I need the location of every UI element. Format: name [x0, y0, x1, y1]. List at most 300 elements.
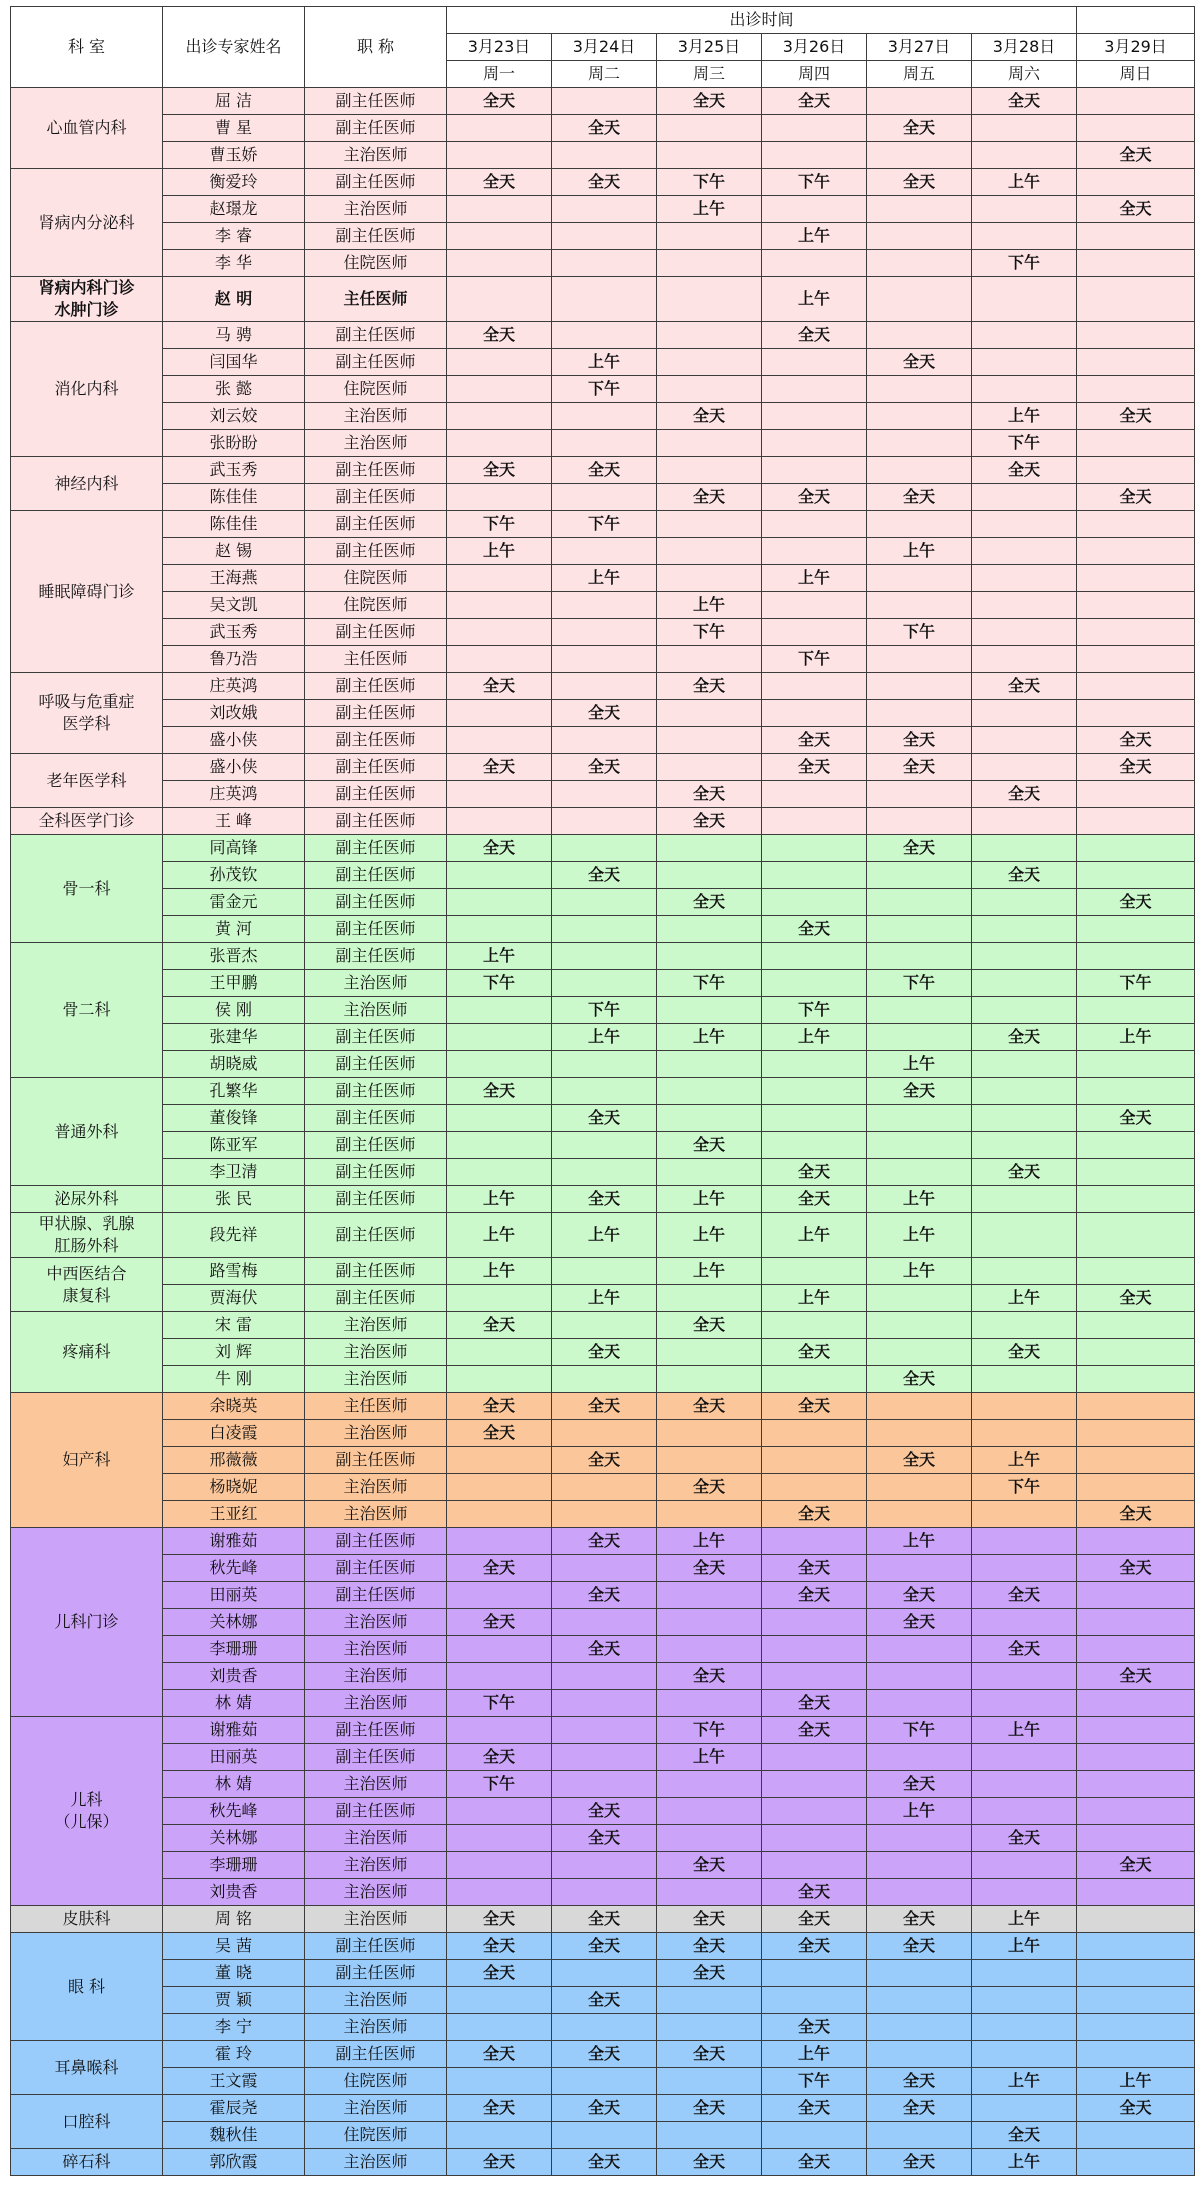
- table-row: [11, 970, 1195, 997]
- doctor-name-cell: 董 晓: [163, 1960, 305, 1987]
- doctor-name-cell: 贾海伏: [163, 1285, 305, 1312]
- schedule-slot-cell: 全天: [657, 808, 762, 835]
- doctor-title-cell: 主治医师: [305, 1609, 447, 1636]
- table-row: [11, 1501, 1195, 1528]
- schedule-slot-cell: [867, 1159, 972, 1186]
- schedule-slot-cell: 全天: [657, 1312, 762, 1339]
- schedule-slot-cell: [447, 619, 552, 646]
- schedule-slot-cell: [1077, 700, 1195, 727]
- schedule-slot-cell: 全天: [447, 1420, 552, 1447]
- doctor-title-cell: 主治医师: [305, 2014, 447, 2041]
- department-cell: 皮肤科: [11, 1906, 163, 1933]
- schedule-slot-cell: [762, 673, 867, 700]
- schedule-slot-cell: 全天: [657, 88, 762, 115]
- schedule-slot-cell: [447, 277, 552, 322]
- schedule-slot-cell: [867, 1132, 972, 1159]
- schedule-slot-cell: [1077, 646, 1195, 673]
- doctor-title-cell: 副主任医师: [305, 457, 447, 484]
- table-row: [11, 2041, 1195, 2068]
- schedule-slot-cell: [972, 196, 1077, 223]
- schedule-slot-cell: 上午: [972, 403, 1077, 430]
- schedule-slot-cell: 上午: [657, 1213, 762, 1258]
- schedule-slot-cell: 下午: [657, 1717, 762, 1744]
- doctor-title-cell: 副主任医师: [305, 808, 447, 835]
- doctor-title-cell: 主治医师: [305, 1825, 447, 1852]
- schedule-slot-cell: [762, 1852, 867, 1879]
- department-cell: 甲状腺、乳腺 肛肠外科: [11, 1213, 163, 1258]
- doctor-title-cell: 副主任医师: [305, 1447, 447, 1474]
- schedule-slot-cell: 全天: [1077, 196, 1195, 223]
- schedule-slot-cell: [1077, 1717, 1195, 1744]
- doctor-title-cell: 主治医师: [305, 142, 447, 169]
- schedule-slot-cell: 全天: [552, 1393, 657, 1420]
- schedule-slot-cell: 全天: [762, 2014, 867, 2041]
- schedule-slot-cell: [552, 223, 657, 250]
- schedule-slot-cell: 上午: [972, 2149, 1077, 2176]
- doctor-name-cell: 王海燕: [163, 565, 305, 592]
- schedule-slot-cell: [867, 1852, 972, 1879]
- schedule-slot-cell: [657, 1987, 762, 2014]
- schedule-slot-cell: [972, 1258, 1077, 1285]
- schedule-slot-cell: 下午: [552, 511, 657, 538]
- schedule-slot-cell: [1077, 619, 1195, 646]
- schedule-slot-cell: [867, 1024, 972, 1051]
- header-schedule-gap: [1077, 7, 1195, 34]
- header-weekday: 周一: [447, 61, 552, 88]
- schedule-slot-cell: [657, 1366, 762, 1393]
- schedule-slot-cell: [657, 1078, 762, 1105]
- schedule-slot-cell: 全天: [972, 1159, 1077, 1186]
- schedule-slot-cell: 全天: [552, 1528, 657, 1555]
- schedule-slot-cell: [972, 1960, 1077, 1987]
- schedule-slot-cell: [447, 727, 552, 754]
- doctor-name-cell: 林 婧: [163, 1690, 305, 1717]
- schedule-slot-cell: [657, 700, 762, 727]
- doctor-name-cell: 张晋杰: [163, 943, 305, 970]
- doctor-title-cell: 副主任医师: [305, 1717, 447, 1744]
- schedule-slot-cell: [657, 1447, 762, 1474]
- schedule-slot-cell: 下午: [657, 619, 762, 646]
- header-date: 3月29日: [1077, 34, 1195, 61]
- schedule-slot-cell: [552, 1051, 657, 1078]
- schedule-slot-cell: 全天: [447, 835, 552, 862]
- schedule-slot-cell: 下午: [447, 1771, 552, 1798]
- schedule-slot-cell: 下午: [867, 970, 972, 997]
- schedule-slot-cell: [552, 1744, 657, 1771]
- schedule-slot-cell: [867, 997, 972, 1024]
- schedule-slot-cell: [657, 1159, 762, 1186]
- doctor-title-cell: 副主任医师: [305, 169, 447, 196]
- schedule-slot-cell: [447, 2068, 552, 2095]
- schedule-slot-cell: [657, 1105, 762, 1132]
- doctor-name-cell: 王文霞: [163, 2068, 305, 2095]
- department-cell: 中西医结合 康复科: [11, 1258, 163, 1312]
- schedule-slot-cell: [447, 1105, 552, 1132]
- schedule-slot-cell: [552, 538, 657, 565]
- table-row: [11, 1690, 1195, 1717]
- schedule-slot-cell: [1077, 223, 1195, 250]
- schedule-slot-cell: [657, 142, 762, 169]
- department-cell: 骨一科: [11, 835, 163, 943]
- schedule-slot-cell: [972, 223, 1077, 250]
- schedule-slot-cell: 全天: [447, 673, 552, 700]
- schedule-slot-cell: 全天: [972, 457, 1077, 484]
- doctor-title-cell: 主治医师: [305, 1501, 447, 1528]
- doctor-title-cell: 副主任医师: [305, 727, 447, 754]
- schedule-slot-cell: 全天: [447, 1906, 552, 1933]
- schedule-slot-cell: [972, 646, 1077, 673]
- schedule-slot-cell: [972, 592, 1077, 619]
- schedule-slot-cell: 全天: [657, 1555, 762, 1582]
- schedule-slot-cell: [657, 2014, 762, 2041]
- schedule-slot-cell: [867, 1420, 972, 1447]
- schedule-slot-cell: [867, 1285, 972, 1312]
- doctor-name-cell: 郭欣霞: [163, 2149, 305, 2176]
- schedule-slot-cell: [867, 646, 972, 673]
- schedule-slot-cell: 全天: [1077, 754, 1195, 781]
- schedule-slot-cell: [972, 619, 1077, 646]
- header-date: 3月26日: [762, 34, 867, 61]
- schedule-slot-cell: [447, 250, 552, 277]
- schedule-slot-cell: 上午: [972, 169, 1077, 196]
- doctor-title-cell: 副主任医师: [305, 1933, 447, 1960]
- table-row: [11, 142, 1195, 169]
- table-row: [11, 754, 1195, 781]
- doctor-title-cell: 主治医师: [305, 2095, 447, 2122]
- schedule-slot-cell: [1077, 565, 1195, 592]
- schedule-slot-cell: [1077, 1906, 1195, 1933]
- schedule-slot-cell: 全天: [762, 2149, 867, 2176]
- schedule-slot-cell: [552, 592, 657, 619]
- schedule-slot-cell: [552, 943, 657, 970]
- schedule-slot-cell: [552, 916, 657, 943]
- doctor-title-cell: 主治医师: [305, 430, 447, 457]
- department-cell: 耳鼻喉科: [11, 2041, 163, 2095]
- schedule-slot-cell: [552, 1663, 657, 1690]
- doctor-name-cell: 闫国华: [163, 349, 305, 376]
- doctor-name-cell: 周 铭: [163, 1906, 305, 1933]
- schedule-slot-cell: [1077, 2041, 1195, 2068]
- schedule-slot-cell: [1077, 1636, 1195, 1663]
- schedule-slot-cell: [657, 2068, 762, 2095]
- schedule-slot-cell: 全天: [1077, 1555, 1195, 1582]
- schedule-slot-cell: [552, 889, 657, 916]
- schedule-slot-cell: 下午: [762, 2068, 867, 2095]
- doctor-name-cell: 雷金元: [163, 889, 305, 916]
- schedule-slot-cell: [447, 196, 552, 223]
- doctor-title-cell: 副主任医师: [305, 1105, 447, 1132]
- department-cell: 骨二科: [11, 943, 163, 1078]
- department-cell: 碎石科: [11, 2149, 163, 2176]
- schedule-slot-cell: [1077, 115, 1195, 142]
- doctor-title-cell: 副主任医师: [305, 1258, 447, 1285]
- schedule-slot-cell: [552, 142, 657, 169]
- doctor-name-cell: 刘贵香: [163, 1879, 305, 1906]
- doctor-name-cell: 路雪梅: [163, 1258, 305, 1285]
- doctor-title-cell: 副主任医师: [305, 700, 447, 727]
- doctor-title-cell: 副主任医师: [305, 1159, 447, 1186]
- schedule-slot-cell: [972, 511, 1077, 538]
- doctor-name-cell: 白凌霞: [163, 1420, 305, 1447]
- schedule-slot-cell: [867, 2014, 972, 2041]
- header-title: 职 称: [305, 7, 447, 88]
- table-row: [11, 1339, 1195, 1366]
- schedule-slot-cell: 全天: [762, 1933, 867, 1960]
- schedule-slot-cell: 全天: [867, 169, 972, 196]
- schedule-slot-cell: 下午: [447, 511, 552, 538]
- doctor-title-cell: 副主任医师: [305, 1528, 447, 1555]
- schedule-slot-cell: 上午: [762, 2041, 867, 2068]
- schedule-slot-cell: [972, 1132, 1077, 1159]
- table-row: [11, 1717, 1195, 1744]
- schedule-slot-cell: 全天: [972, 1582, 1077, 1609]
- schedule-slot-cell: 全天: [552, 700, 657, 727]
- schedule-slot-cell: [1077, 457, 1195, 484]
- table-row: [11, 1213, 1195, 1258]
- schedule-slot-cell: 全天: [447, 2041, 552, 2068]
- schedule-slot-cell: 下午: [447, 970, 552, 997]
- table-row: [11, 1024, 1195, 1051]
- doctor-title-cell: 副主任医师: [305, 223, 447, 250]
- schedule-slot-cell: [1077, 1933, 1195, 1960]
- schedule-slot-cell: [972, 1663, 1077, 1690]
- schedule-slot-cell: [762, 1258, 867, 1285]
- table-row: [11, 1663, 1195, 1690]
- table-row: [11, 943, 1195, 970]
- schedule-slot-cell: [657, 1051, 762, 1078]
- schedule-slot-cell: 全天: [447, 1312, 552, 1339]
- table-row: [11, 2122, 1195, 2149]
- schedule-slot-cell: [762, 403, 867, 430]
- schedule-slot-cell: [552, 1312, 657, 1339]
- schedule-slot-cell: [657, 1690, 762, 1717]
- schedule-slot-cell: 上午: [552, 565, 657, 592]
- header-weekday: 周日: [1077, 61, 1195, 88]
- doctor-name-cell: 庄英鸿: [163, 781, 305, 808]
- schedule-slot-cell: [867, 1744, 972, 1771]
- schedule-slot-cell: 全天: [552, 2041, 657, 2068]
- schedule-slot-cell: [552, 646, 657, 673]
- schedule-slot-cell: [972, 1393, 1077, 1420]
- table-row: [11, 1447, 1195, 1474]
- schedule-slot-cell: [867, 916, 972, 943]
- doctor-title-cell: 副主任医师: [305, 538, 447, 565]
- schedule-slot-cell: [762, 349, 867, 376]
- doctor-title-cell: 主任医师: [305, 1393, 447, 1420]
- schedule-slot-cell: [447, 808, 552, 835]
- schedule-slot-cell: [657, 916, 762, 943]
- schedule-slot-cell: 全天: [762, 1339, 867, 1366]
- doctor-title-cell: 住院医师: [305, 2068, 447, 2095]
- doctor-name-cell: 关林娜: [163, 1825, 305, 1852]
- schedule-slot-cell: 上午: [762, 223, 867, 250]
- schedule-slot-cell: [1077, 916, 1195, 943]
- table-row: [11, 1825, 1195, 1852]
- schedule-slot-cell: 全天: [972, 1339, 1077, 1366]
- schedule-slot-cell: [972, 376, 1077, 403]
- table-row: [11, 511, 1195, 538]
- table-row: [11, 1051, 1195, 1078]
- doctor-name-cell: 宋 雷: [163, 1312, 305, 1339]
- schedule-slot-cell: 全天: [867, 349, 972, 376]
- schedule-slot-cell: [447, 862, 552, 889]
- schedule-slot-cell: [657, 511, 762, 538]
- schedule-slot-cell: 全天: [972, 88, 1077, 115]
- schedule-slot-cell: 全天: [762, 1582, 867, 1609]
- schedule-slot-cell: 全天: [552, 115, 657, 142]
- schedule-slot-cell: 上午: [762, 1213, 867, 1258]
- schedule-slot-cell: 全天: [447, 457, 552, 484]
- table-row: [11, 2095, 1195, 2122]
- schedule-slot-cell: [657, 727, 762, 754]
- doctor-title-cell: 住院医师: [305, 2122, 447, 2149]
- table-row: [11, 457, 1195, 484]
- schedule-slot-cell: 全天: [1077, 1501, 1195, 1528]
- schedule-slot-cell: [867, 322, 972, 349]
- schedule-slot-cell: [552, 835, 657, 862]
- schedule-slot-cell: [447, 1879, 552, 1906]
- schedule-slot-cell: [867, 223, 972, 250]
- schedule-slot-cell: 全天: [972, 2122, 1077, 2149]
- header-date: 3月23日: [447, 34, 552, 61]
- schedule-slot-cell: [447, 142, 552, 169]
- doctor-name-cell: 同高锋: [163, 835, 305, 862]
- schedule-slot-cell: [552, 1159, 657, 1186]
- schedule-slot-cell: [1077, 1078, 1195, 1105]
- table-row: [11, 1420, 1195, 1447]
- schedule-slot-cell: 上午: [657, 1528, 762, 1555]
- schedule-slot-cell: 上午: [447, 943, 552, 970]
- table-row: [11, 1798, 1195, 1825]
- schedule-slot-cell: [972, 538, 1077, 565]
- schedule-slot-cell: [762, 1474, 867, 1501]
- schedule-slot-cell: 上午: [552, 1285, 657, 1312]
- schedule-slot-cell: [972, 1312, 1077, 1339]
- doctor-title-cell: 副主任医师: [305, 781, 447, 808]
- doctor-title-cell: 副主任医师: [305, 619, 447, 646]
- doctor-name-cell: 赵 明: [163, 277, 305, 322]
- schedule-slot-cell: [1077, 1798, 1195, 1825]
- schedule-slot-cell: [1077, 250, 1195, 277]
- doctor-title-cell: 副主任医师: [305, 115, 447, 142]
- table-row: [11, 862, 1195, 889]
- schedule-slot-cell: [1077, 1258, 1195, 1285]
- doctor-title-cell: 主治医师: [305, 1690, 447, 1717]
- schedule-slot-cell: [657, 862, 762, 889]
- schedule-slot-cell: 全天: [657, 2041, 762, 2068]
- schedule-slot-cell: 全天: [447, 322, 552, 349]
- schedule-slot-cell: [1077, 1213, 1195, 1258]
- schedule-slot-cell: 全天: [1077, 1285, 1195, 1312]
- doctor-title-cell: 副主任医师: [305, 1555, 447, 1582]
- schedule-slot-cell: 全天: [447, 169, 552, 196]
- schedule-slot-cell: [447, 430, 552, 457]
- doctor-name-cell: 马 骋: [163, 322, 305, 349]
- doctor-name-cell: 张 懿: [163, 376, 305, 403]
- schedule-slot-cell: 全天: [972, 673, 1077, 700]
- table-row: [11, 1960, 1195, 1987]
- schedule-slot-cell: 全天: [657, 673, 762, 700]
- department-cell: 妇产科: [11, 1393, 163, 1528]
- schedule-slot-cell: [972, 754, 1077, 781]
- schedule-slot-cell: [762, 862, 867, 889]
- schedule-slot-cell: [972, 142, 1077, 169]
- schedule-slot-cell: 全天: [867, 2068, 972, 2095]
- schedule-slot-cell: 上午: [657, 1024, 762, 1051]
- schedule-slot-cell: [762, 619, 867, 646]
- schedule-slot-cell: [447, 646, 552, 673]
- doctor-name-cell: 刘改娥: [163, 700, 305, 727]
- schedule-slot-cell: 全天: [552, 169, 657, 196]
- schedule-slot-cell: [867, 1879, 972, 1906]
- department-cell: 眼 科: [11, 1933, 163, 2041]
- table-row: [11, 781, 1195, 808]
- doctor-name-cell: 李 宁: [163, 2014, 305, 2041]
- schedule-slot-cell: 全天: [552, 1825, 657, 1852]
- schedule-slot-cell: [657, 322, 762, 349]
- table-row: [11, 322, 1195, 349]
- schedule-slot-cell: [762, 1105, 867, 1132]
- doctor-name-cell: 孔繁华: [163, 1078, 305, 1105]
- table-row: [11, 997, 1195, 1024]
- schedule-slot-cell: [867, 457, 972, 484]
- schedule-slot-cell: 全天: [447, 1555, 552, 1582]
- schedule-slot-cell: [447, 1582, 552, 1609]
- doctor-name-cell: 屈 洁: [163, 88, 305, 115]
- table-row: [11, 700, 1195, 727]
- schedule-slot-cell: [552, 1771, 657, 1798]
- schedule-slot-cell: [447, 1366, 552, 1393]
- schedule-slot-cell: [972, 2041, 1077, 2068]
- schedule-slot-cell: 上午: [762, 565, 867, 592]
- schedule-slot-cell: [447, 1798, 552, 1825]
- schedule-slot-cell: [657, 250, 762, 277]
- schedule-slot-cell: 全天: [657, 1906, 762, 1933]
- schedule-slot-cell: 全天: [867, 1933, 972, 1960]
- schedule-slot-cell: [657, 1420, 762, 1447]
- schedule-slot-cell: [972, 1798, 1077, 1825]
- schedule-slot-cell: 全天: [1077, 1852, 1195, 1879]
- schedule-slot-cell: [1077, 1447, 1195, 1474]
- schedule-slot-cell: [447, 115, 552, 142]
- doctor-title-cell: 主治医师: [305, 403, 447, 430]
- doctor-title-cell: 副主任医师: [305, 1960, 447, 1987]
- doctor-title-cell: 主治医师: [305, 997, 447, 1024]
- schedule-slot-cell: [762, 1132, 867, 1159]
- schedule-slot-cell: [1077, 997, 1195, 1024]
- schedule-slot-cell: [867, 1690, 972, 1717]
- schedule-slot-cell: [552, 484, 657, 511]
- schedule-slot-cell: [762, 1960, 867, 1987]
- schedule-slot-cell: [762, 1636, 867, 1663]
- schedule-slot-cell: [867, 1555, 972, 1582]
- schedule-slot-cell: 全天: [552, 1798, 657, 1825]
- schedule-slot-cell: [1077, 1528, 1195, 1555]
- schedule-slot-cell: [867, 673, 972, 700]
- schedule-slot-cell: [867, 1105, 972, 1132]
- schedule-slot-cell: 下午: [972, 250, 1077, 277]
- doctor-name-cell: 衡爱玲: [163, 169, 305, 196]
- schedule-slot-cell: 下午: [762, 997, 867, 1024]
- doctor-title-cell: 副主任医师: [305, 1744, 447, 1771]
- doctor-title-cell: 副主任医师: [305, 2041, 447, 2068]
- schedule-slot-cell: [972, 565, 1077, 592]
- table-row: [11, 619, 1195, 646]
- table-row: [11, 2068, 1195, 2095]
- schedule-slot-cell: [657, 1339, 762, 1366]
- schedule-slot-cell: [867, 511, 972, 538]
- doctor-title-cell: 副主任医师: [305, 88, 447, 115]
